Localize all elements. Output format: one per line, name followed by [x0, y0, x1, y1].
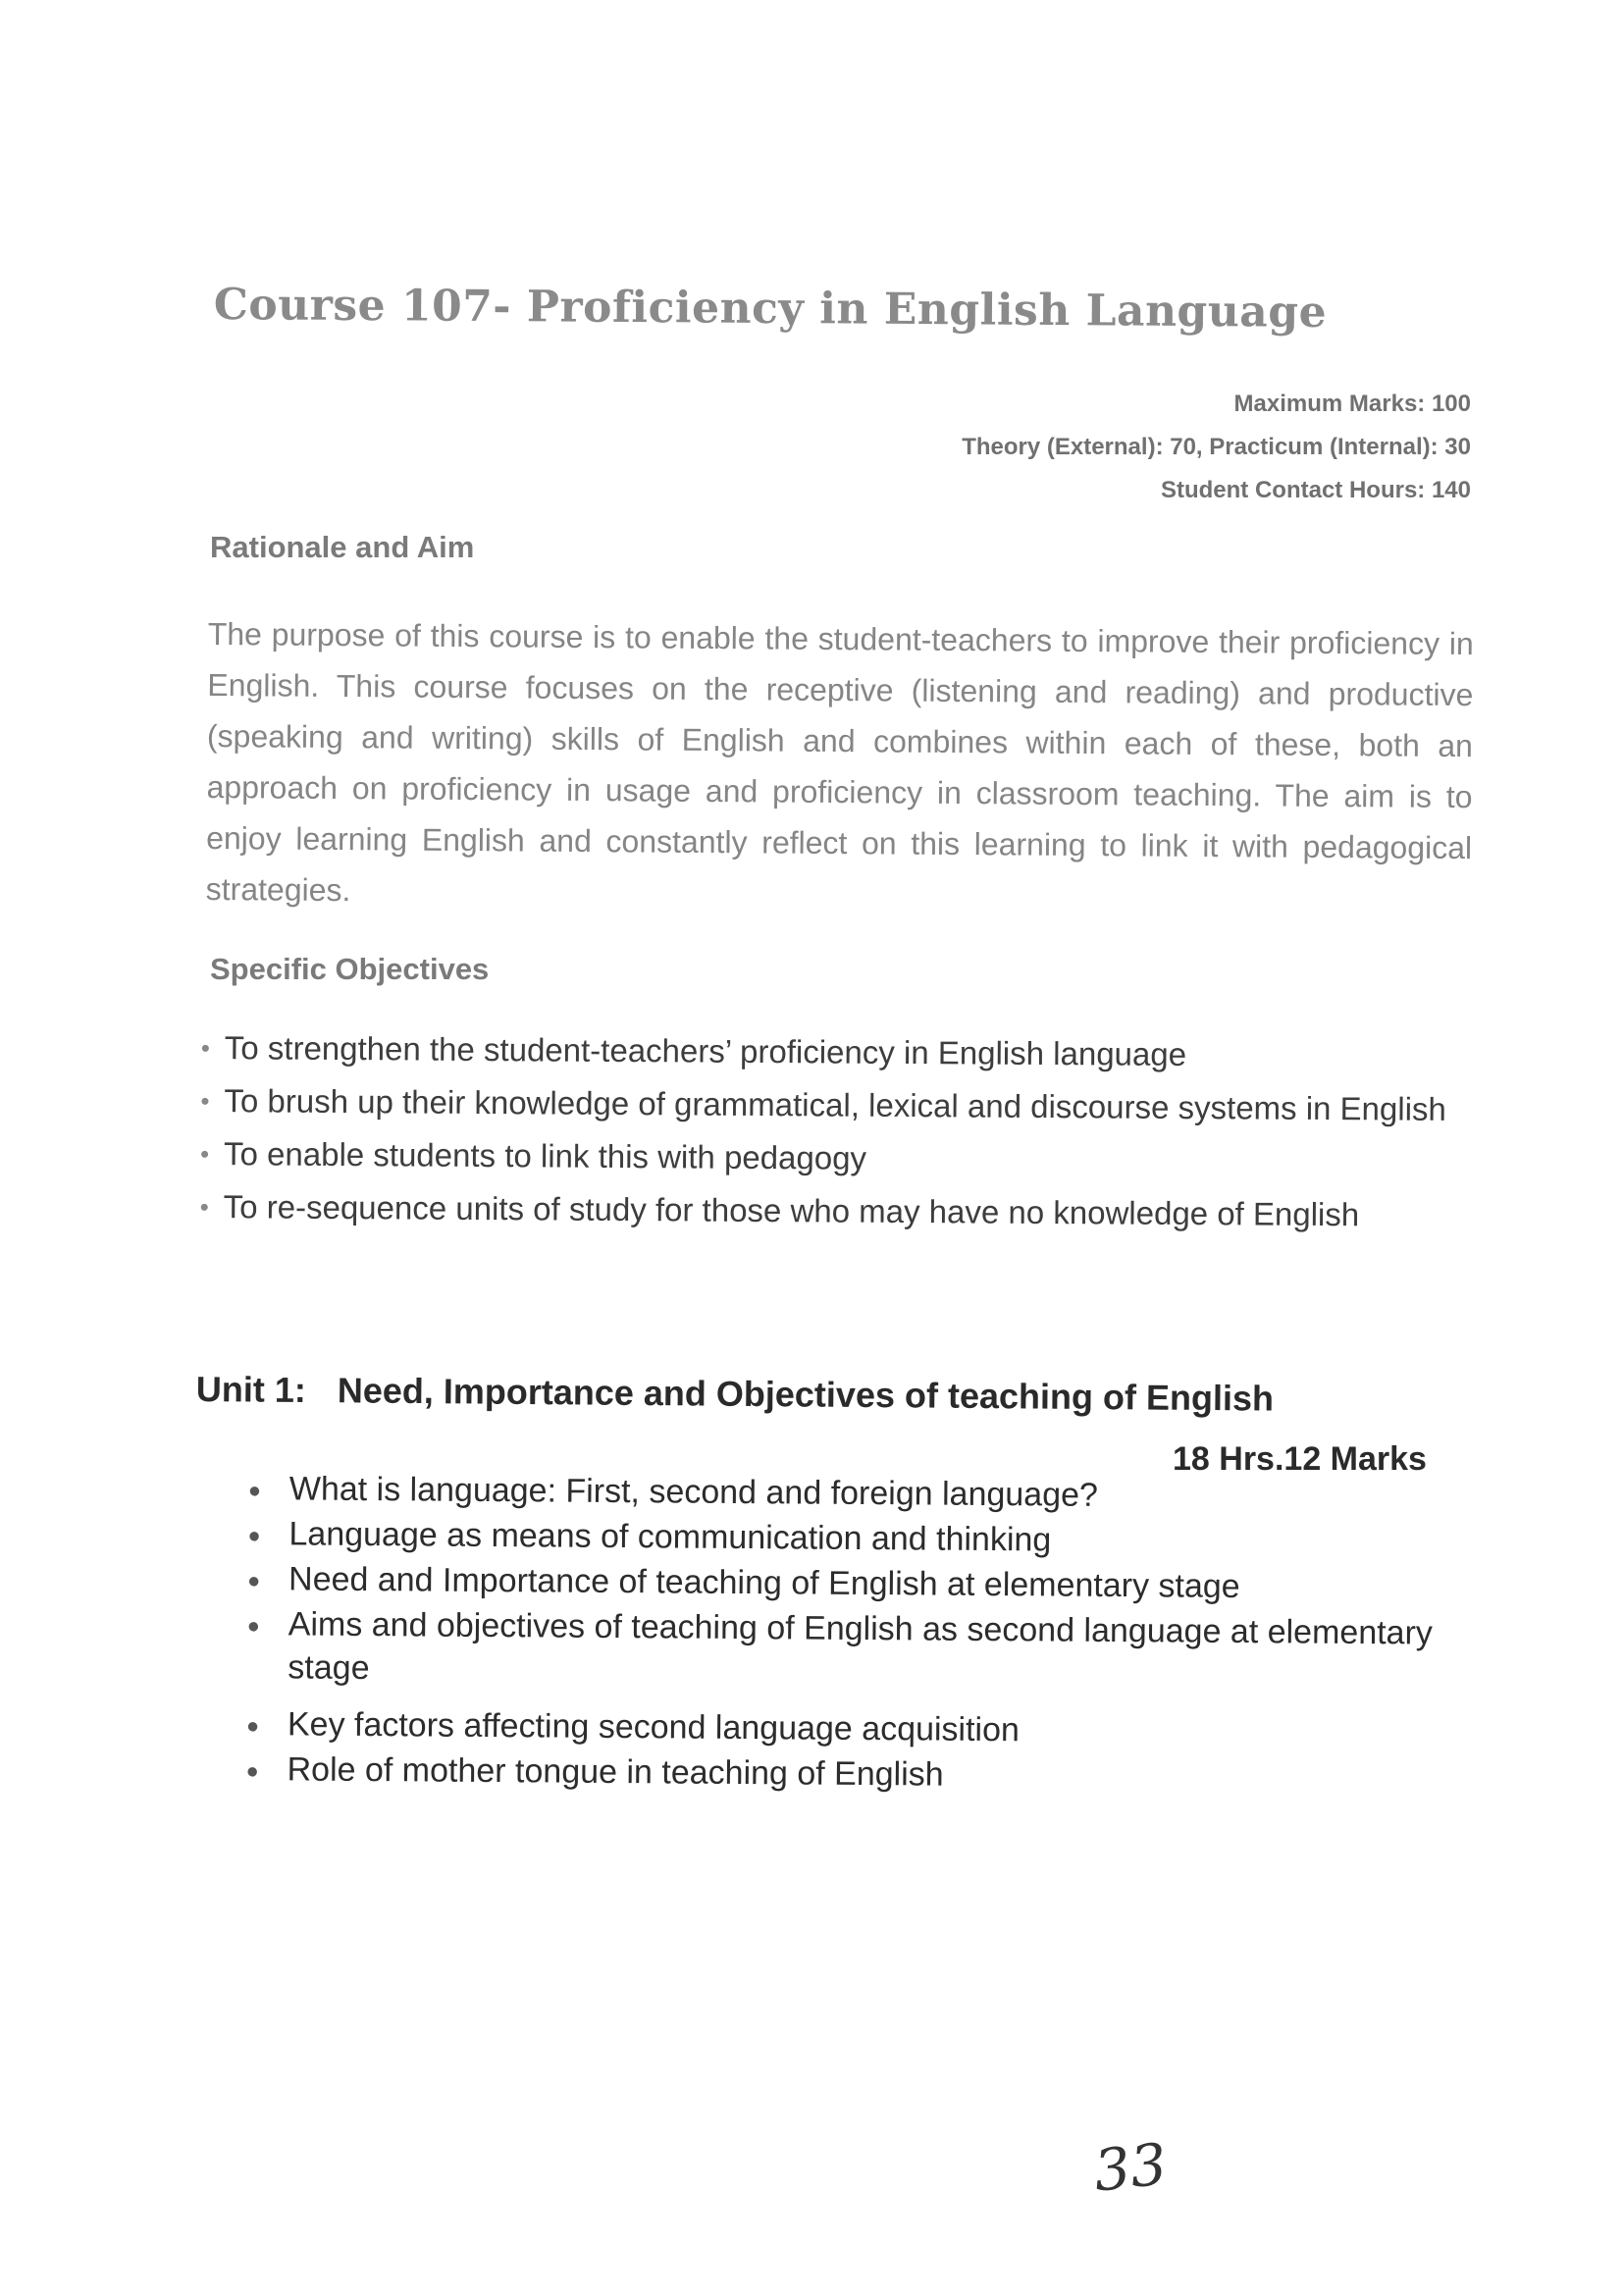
course-title: Course 107- Proficiency in English Language — [213, 280, 1328, 338]
unit-title: Need, Importance and Objectives of teaching of English — [337, 1370, 1275, 1419]
bullet-icon: ● — [245, 1713, 260, 1739]
rationale-heading: Rationale and Aim — [210, 530, 475, 564]
list-item — [238, 1702, 1465, 1755]
bullet-icon: ● — [245, 1758, 259, 1784]
topic-text: Language as means of communication and thinking — [288, 1515, 1052, 1559]
objective-text: To enable students to link this with pedagogy — [223, 1135, 867, 1176]
objective-text: To re-sequence units of study for those who may have no knowledge of English — [223, 1188, 1360, 1233]
marks-block — [962, 383, 1471, 512]
objective-text: To brush up their knowledge of grammatical, lexical and discourse systems in English — [224, 1082, 1447, 1127]
bullet-icon: ● — [247, 1523, 261, 1548]
unit-heading — [196, 1369, 1275, 1420]
list-item — [239, 1557, 1466, 1610]
rationale-paragraph: The purpose of this course is to enable the student-teachers to improve their proficiency in English. This course focuses on the receptive (listening and reading) and productive (speaking and writing) skills of English and combines within each of these, both an approach on proficiency in usage and proficiency in classroom teaching. The aim is to enjoy learning English and constantly reflect on this learning to link it with pedagogical strategies. — [205, 615, 1474, 909]
bullet-icon: • — [200, 1032, 211, 1064]
topic-text: Role of mother tongue in teaching of English — [287, 1750, 944, 1794]
list-item — [200, 1078, 1476, 1132]
contact-hours: Student Contact Hours: 140 — [1160, 477, 1471, 503]
list-item — [200, 1184, 1476, 1238]
list-item — [238, 1602, 1466, 1698]
unit-number: Unit 1: — [195, 1369, 306, 1410]
topic-text: What is language: First, second and foreign language? — [288, 1470, 1099, 1514]
bullet-icon: • — [199, 1191, 209, 1223]
bullet-icon: ● — [246, 1613, 261, 1639]
list-item — [201, 1025, 1477, 1079]
topic-text: Aims and objectives of teaching of English as second language at elementary stage — [288, 1605, 1434, 1688]
bullet-icon: ● — [246, 1568, 261, 1593]
bullet-icon: ● — [247, 1478, 262, 1503]
topic-text: Key factors affecting second language acquisition — [287, 1705, 1021, 1749]
unit-topics-list — [237, 1467, 1467, 1802]
page-number: 33 — [1090, 2130, 1171, 2205]
maximum-marks: Maximum Marks: 100 — [1233, 391, 1471, 417]
objective-text: To strengthen the student-teachers’ proficiency in English language — [224, 1029, 1187, 1073]
list-item — [239, 1512, 1466, 1565]
topic-text: Need and Importance of teaching of English at elementary stage — [288, 1560, 1240, 1606]
bullet-icon: • — [199, 1138, 210, 1170]
list-item — [237, 1748, 1464, 1800]
list-item — [240, 1467, 1467, 1520]
objectives-list — [199, 1025, 1476, 1246]
marks-split: Theory (External): 70, Practicum (Internal): 30 — [962, 434, 1471, 460]
unit-marks: 18 Hrs.12 Marks — [1173, 1440, 1427, 1478]
list-item — [200, 1131, 1476, 1185]
bullet-icon: • — [200, 1085, 210, 1117]
objectives-heading: Specific Objectives — [210, 952, 490, 986]
